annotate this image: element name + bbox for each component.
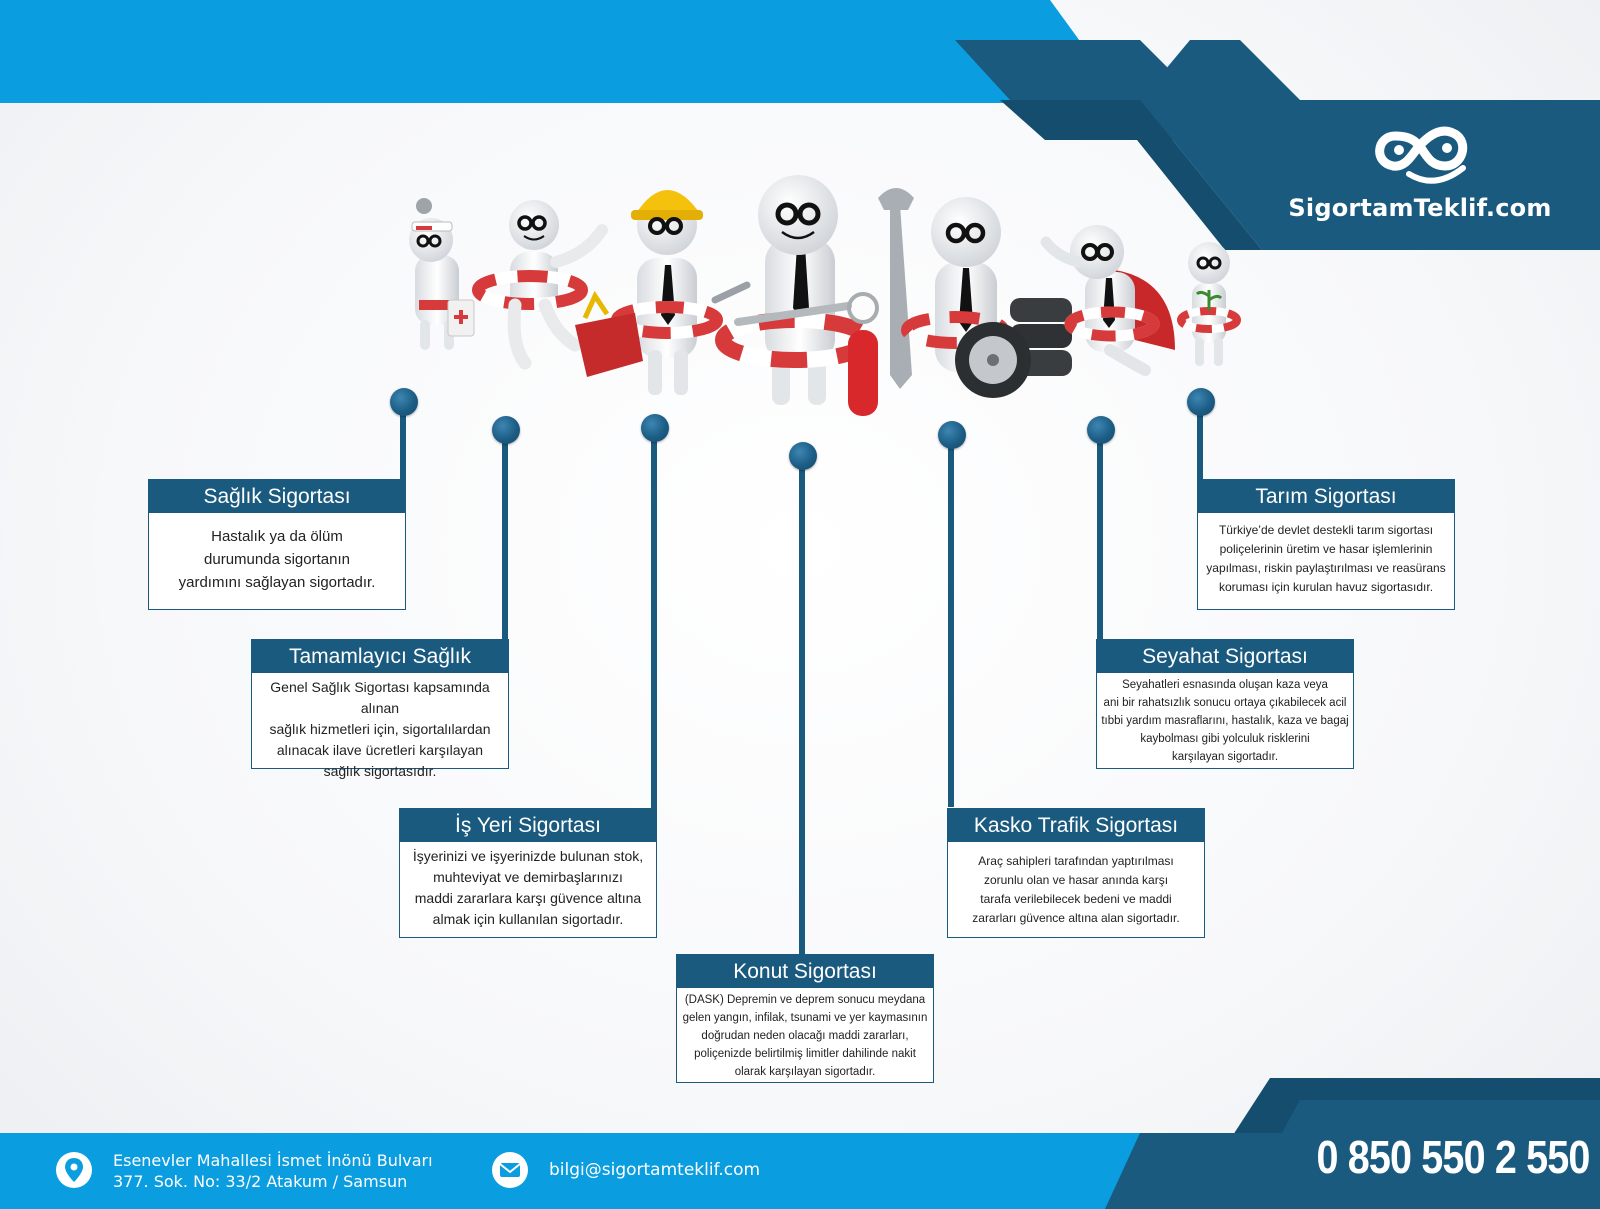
figure-builder (575, 190, 747, 395)
card-description: Genel Sağlık Sigortası kapsamında alınan sağlık hizmetleri için, sigortalılardan alınacak ilave ücretleri karşılayan sağlık sigortasıdır. (269, 679, 491, 779)
connector-tamamlayici (502, 430, 508, 640)
card-description: Araç sahipleri tarafından yaptırılması zorunlu olan ve hasar anında karşı tarafa verilebilecek bedeni ve maddi zararları güvence altına alan sigortadır. (972, 854, 1180, 925)
card-title: Seyahat Sigortası (1097, 640, 1353, 673)
card-title: Konut Sigortası (677, 955, 933, 988)
card-kasko-trafik-sigortasi[interactable] (947, 808, 1205, 938)
card-tarim-sigortasi[interactable] (1197, 479, 1455, 610)
card-title: Kasko Trafik Sigortası (948, 809, 1204, 842)
card-title: İş Yeri Sigortası (400, 809, 656, 842)
connector-dot-tarim[interactable] (1187, 388, 1215, 416)
connector-dot-saglik[interactable] (390, 388, 418, 416)
card-description: İşyerinizi ve işyerinizde bulunan stok, muhteviyat ve demirbaşlarınızı maddi zararlara karşı güvence altına almak için kullanılan sigortadır. (412, 848, 644, 927)
card-konut-sigortasi[interactable] (676, 954, 934, 1083)
figure-home-keys (723, 175, 878, 416)
connector-dot-konut[interactable] (789, 442, 817, 470)
card-saglik-sigortasi[interactable] (148, 479, 406, 610)
connector-kasko (948, 435, 954, 807)
figure-superhero (1046, 225, 1175, 370)
connector-dot-kasko[interactable] (938, 421, 966, 449)
footer-email[interactable]: bilgi@sigortamteklif.com (549, 1160, 761, 1180)
card-description: Türkiye’de devlet destekli tarım sigortası poliçelerinin üretim ve hasar işlemlerinin yapılması, riskin paylaştırılması ve reasürans koruması için kurulan havuz sigortasıdır. (1206, 523, 1446, 594)
figure-wrench-tires (878, 188, 1072, 398)
connector-konut (799, 456, 805, 956)
card-tamamlayici-saglik[interactable] (251, 639, 509, 779)
connector-isyeri (651, 428, 657, 808)
footer-phone[interactable]: 0 850 550 2 550 (1316, 1131, 1590, 1183)
connector-dot-seyahat[interactable] (1087, 416, 1115, 444)
connector-dot-isyeri[interactable] (641, 414, 669, 442)
card-description: Seyahatleri esnasında oluşan kaza veya ani bir rahatsızlık sonucu ortaya çıkabilecek acil tıbbi yardım masraflarını, hastalık, kaza ve bagaj kaybolması gibi yolculuk risklerini karşılayan sigortadır. (1101, 679, 1349, 763)
card-is-yeri-sigortasi[interactable] (399, 808, 657, 938)
card-title: Tamamlayıcı Sağlık (252, 640, 508, 673)
card-title: Sağlık Sigortası (149, 480, 405, 513)
figure-doctor (409, 198, 474, 350)
card-description: (DASK) Depremin ve deprem sonucu meydana gelen yangın, infilak, tsunami ve yer kaymasının doğrudan neden olacağı maddi zararları, poliçenizde belirtilmiş limitler dahilinde nakit olarak karşılayan sigortadır. (682, 994, 928, 1078)
card-title: Tarım Sigortası (1198, 480, 1454, 513)
location-pin-icon (56, 1152, 92, 1188)
footer-address: Esenevler Mahallesi İsmet İnönü Bulvarı 377. Sok. No: 33/2 Atakum / Samsun (113, 1151, 433, 1191)
brand-name: SigortamTeklif.com (1288, 194, 1552, 222)
card-description: Hastalık ya da ölüm durumunda sigortanın yardımını sağlayan sigortadır. (178, 528, 376, 591)
envelope-icon[interactable] (492, 1152, 528, 1188)
connector-seyahat (1097, 430, 1103, 640)
card-seyahat-sigortasi[interactable] (1096, 639, 1354, 769)
connector-dot-tamamlayici[interactable] (492, 416, 520, 444)
figure-farmer (1181, 242, 1237, 366)
